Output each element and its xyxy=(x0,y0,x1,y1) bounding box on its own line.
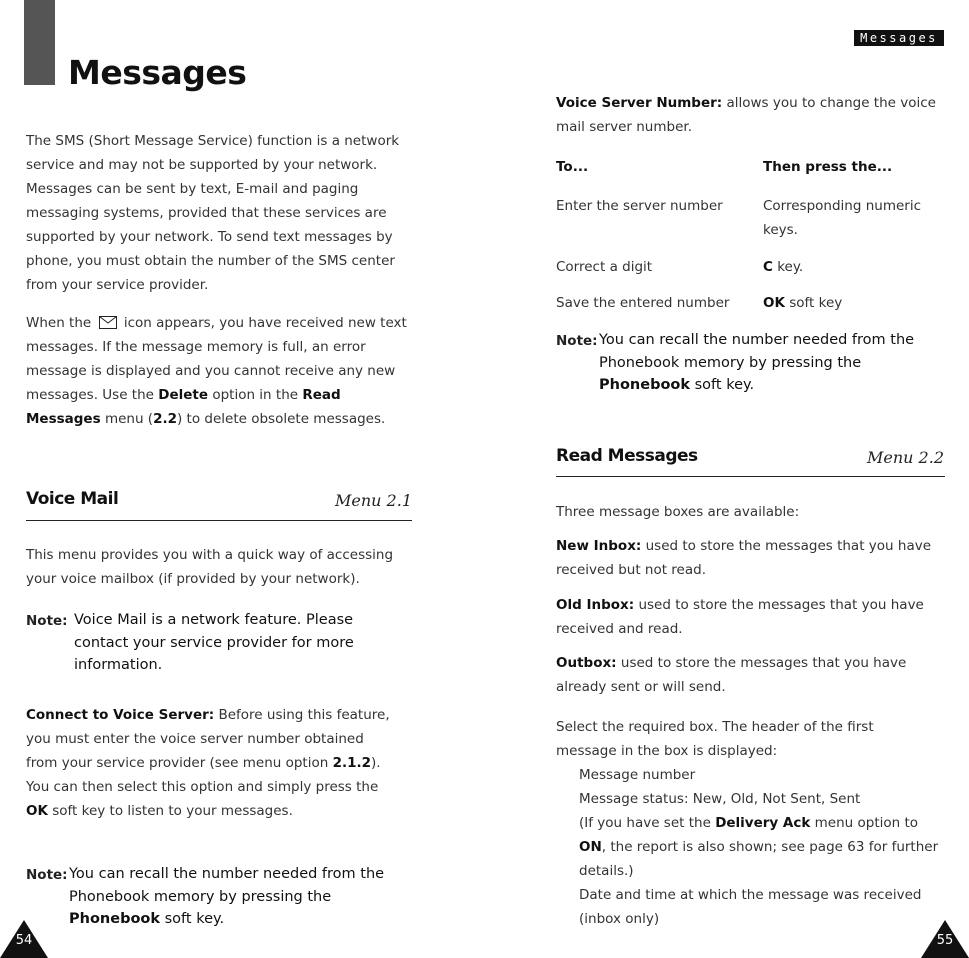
header-item: Message number xyxy=(579,767,696,783)
voice-mail-menu-ref: Menu 2.1 xyxy=(335,491,412,510)
table-row-to: Correct a digit xyxy=(556,259,653,275)
header-section-tag: Messages xyxy=(854,30,944,46)
read-messages-menu-ref: Menu 2.2 xyxy=(867,448,944,467)
phonebook-note: You can recall the number needed from the Phonebook memory by pressing the Phonebook soft key. xyxy=(69,866,385,927)
table-row-then: C key. xyxy=(763,259,804,275)
envelope-icon xyxy=(99,316,117,329)
connect-to-voice-server: Connect to Voice Server: Before using this feature, you must enter the voice server number obtained from your service provider (see menu option 2.1.2). You can then select this option and simply press the OK soft key to listen to your messages. xyxy=(26,707,390,819)
table-header-to: To... xyxy=(556,159,589,175)
header-item: Message status: New, Old, Not Sent, Sent xyxy=(579,791,861,807)
table-header-then: Then press the... xyxy=(763,159,893,175)
voice-mail-description: This menu provides you with a quick way of accessing your voice mailbox (if provided by your network). xyxy=(26,547,394,587)
new-inbox-description: New Inbox: used to store the messages that you have received but not read. xyxy=(556,538,932,578)
page-number-right: 55 xyxy=(936,933,954,948)
delete-option: Delete xyxy=(158,387,209,403)
voice-server-number: Voice Server Number: allows you to change the voice mail server number. xyxy=(556,95,936,135)
intro-paragraph: The SMS (Short Message Service) function is a network service and may not be supported by your network. Messages can be sent by text, E-mail and paging messaging systems, provided that these services are supported by your network. To send text messages by phone, you must obtain the number of the SMS center from your service provider. xyxy=(26,133,400,293)
table-row-to: Save the entered number xyxy=(556,295,730,311)
section-divider xyxy=(26,520,412,521)
header-item: (If you have set the Delivery Ack menu option to ON, the report is also shown; see page 63 for further details.) xyxy=(579,815,939,879)
read-messages-heading: Read Messages xyxy=(556,446,698,466)
title-bar-decoration xyxy=(24,0,55,85)
voice-mail-heading: Voice Mail xyxy=(26,489,119,509)
page-title: Messages xyxy=(68,53,247,92)
note-label: Note: xyxy=(556,333,598,349)
table-row-then: OK soft key xyxy=(763,295,843,311)
header-item: Date and time at which the message was received (inbox only) xyxy=(579,887,922,927)
note-label: Note: xyxy=(26,613,68,629)
select-box-instructions: Select the required box. The header of the first message in the box is displayed: xyxy=(556,719,874,759)
note-label: Note: xyxy=(26,867,68,883)
read-messages-intro: Three message boxes are available: xyxy=(556,504,800,520)
page-number-left: 54 xyxy=(15,933,33,948)
phonebook-note: You can recall the number needed from the Phonebook memory by pressing the Phonebook soft key. xyxy=(599,332,915,393)
intro-paragraph-2: When the icon appears, you have received new text messages. If the message memory is full, an error message is displayed and you cannot receive any new messages. Use the Delete option in the Read Messages menu (2.2) to delete obsolete messages. xyxy=(26,315,407,427)
table-row-then: Corresponding numeric keys. xyxy=(763,198,922,238)
table-row-to: Enter the server number xyxy=(556,198,723,214)
outbox-description: Outbox: used to store the messages that you have already sent or will send. xyxy=(556,655,907,695)
section-divider xyxy=(556,476,945,477)
read-messages-ref: Read Messages xyxy=(26,387,341,427)
voice-mail-note: Voice Mail is a network feature. Please contact your service provider for more information. xyxy=(74,612,354,673)
old-inbox-description: Old Inbox: used to store the messages that you have received and read. xyxy=(556,597,924,637)
